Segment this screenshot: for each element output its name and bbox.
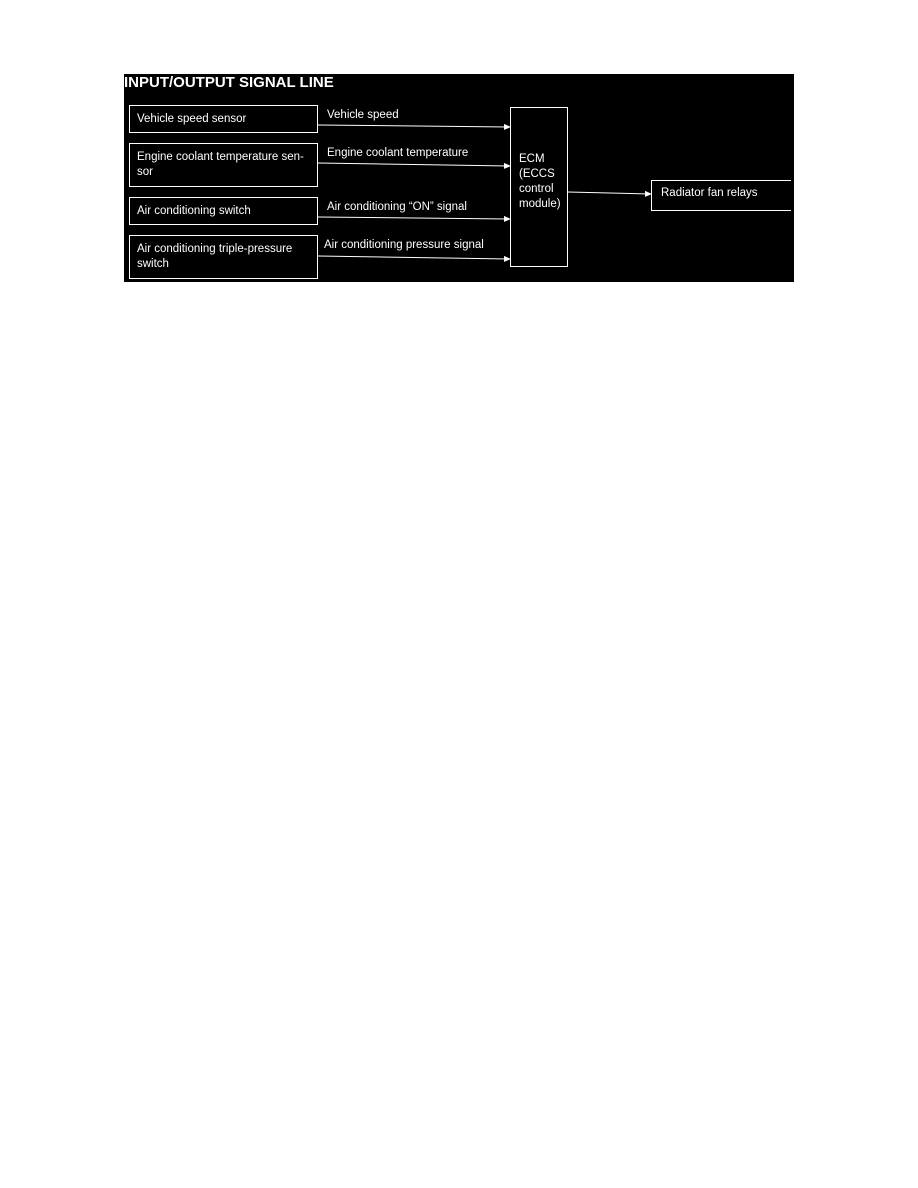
signal-line-diagram bbox=[124, 74, 794, 282]
arrow-air-conditioning-on bbox=[318, 217, 510, 219]
input-box-label: Engine coolant temperature sen- sor bbox=[137, 151, 304, 178]
signal-label-vehicle-speed: Vehicle speed bbox=[327, 109, 399, 121]
output-box-top-edge bbox=[651, 180, 791, 181]
ecm-label: ECM (ECCS control module) bbox=[519, 153, 561, 210]
signal-label-air-conditioning-pressure: Air conditioning pressure signal bbox=[324, 239, 484, 251]
arrow-air-conditioning-pressure bbox=[318, 256, 510, 259]
ecm-box bbox=[510, 107, 568, 267]
signal-label-air-conditioning-on: Air conditioning “ON” signal bbox=[327, 201, 467, 213]
signal-label-engine-coolant-temperature: Engine coolant temperature bbox=[327, 147, 469, 159]
output-box-left-edge bbox=[651, 180, 652, 211]
input-box-label: Vehicle speed sensor bbox=[137, 112, 247, 125]
output-box-bottom-edge bbox=[651, 210, 791, 211]
signal-arrows bbox=[124, 74, 794, 282]
input-box-label: Air conditioning switch bbox=[137, 204, 251, 217]
arrow-engine-coolant-temperature bbox=[318, 163, 510, 166]
diagram-title: INPUT/OUTPUT SIGNAL LINE bbox=[124, 74, 334, 91]
input-box-label: Air conditioning triple-pressure switch bbox=[137, 243, 293, 270]
output-label-radiator-fan-relays: Radiator fan relays bbox=[661, 187, 758, 199]
arrow-ecm-to-radiator-fan-relays bbox=[568, 192, 651, 194]
arrow-vehicle-speed bbox=[318, 125, 510, 127]
